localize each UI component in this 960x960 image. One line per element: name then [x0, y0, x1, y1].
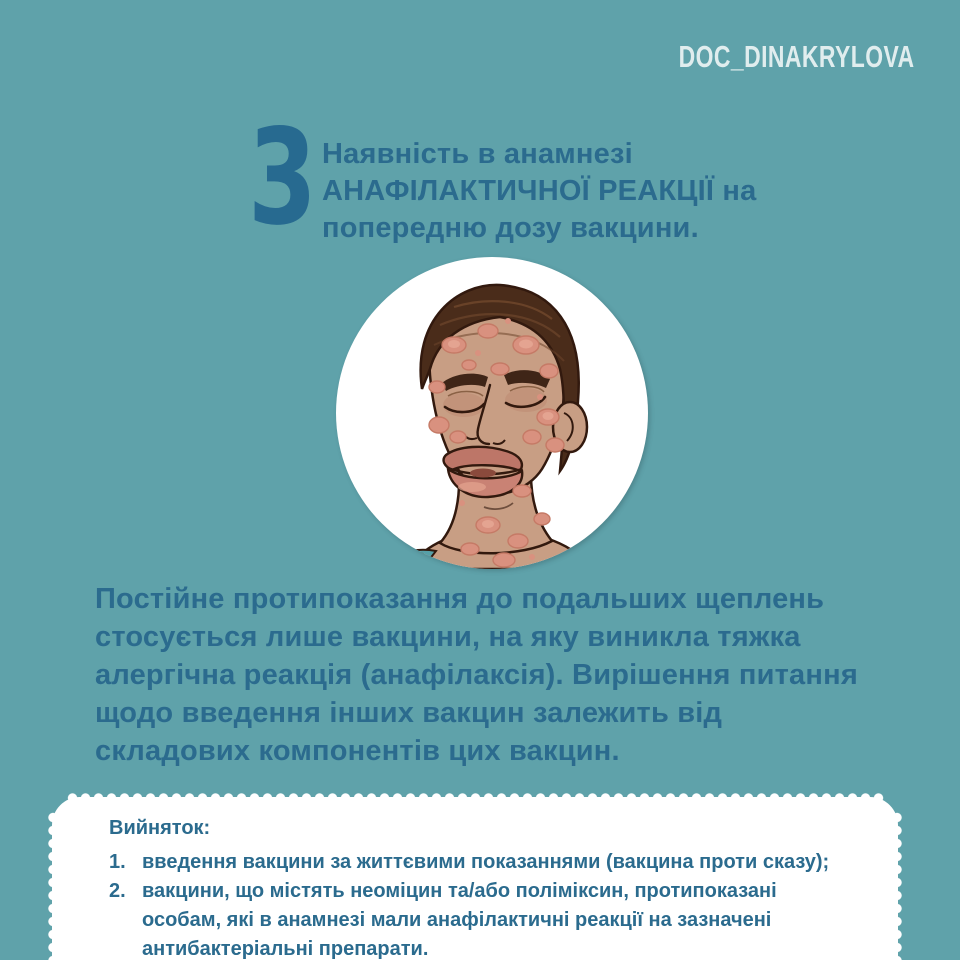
body-paragraph — [95, 580, 858, 770]
mouth-opening — [470, 469, 496, 478]
exception-item-2-number: 2. — [109, 880, 126, 902]
lip-highlight — [458, 482, 486, 492]
exception-item-1 — [109, 848, 856, 877]
body-line-1: Постійне протипоказання до подальших щеплень — [95, 583, 825, 615]
exception-item-1-text: введення вакцини за життєвими показаннями (вакцина проти сказу); — [142, 851, 830, 873]
body-line-2: стосується лише вакцини, на яку виникла тяжка — [95, 621, 801, 653]
exception-box — [46, 791, 904, 960]
heading — [322, 136, 756, 247]
heading-line-2: АНАФІЛАКТИЧНОЇ РЕАКЦІЇ на — [322, 175, 757, 207]
exception-item-2-text: вакцини, що містять неоміцин та/або поліміксин, протипоказані особам, які в анамнезі мали анафілактичні реакції на зазначені антибактеріальні препарати. — [142, 880, 777, 960]
exception-item-1-number: 1. — [109, 851, 126, 873]
exception-item-2 — [109, 877, 856, 960]
heading-line-3: попередню дозу вакцини. — [322, 212, 699, 244]
eyelid-left — [443, 393, 485, 417]
exception-title: Вийняток: — [109, 817, 211, 839]
body-line-4: щодо введення інших вакцин залежить від — [95, 697, 723, 729]
watermark-author-handle: DOC_DINAKRYLOVA — [679, 40, 915, 74]
heading-line-1: Наявність в анамнезі — [322, 138, 633, 170]
body-line-3: алергічна реакція (анафілаксія). Вирішення питання — [95, 659, 858, 691]
body-line-5: складових компонентів цих вакцин. — [95, 735, 620, 767]
shirt-collar — [376, 550, 436, 569]
illustration-circle — [336, 257, 648, 569]
allergic-face-illustration — [336, 257, 648, 569]
exception-box-content — [52, 797, 898, 960]
step-number: 3 — [248, 101, 317, 255]
